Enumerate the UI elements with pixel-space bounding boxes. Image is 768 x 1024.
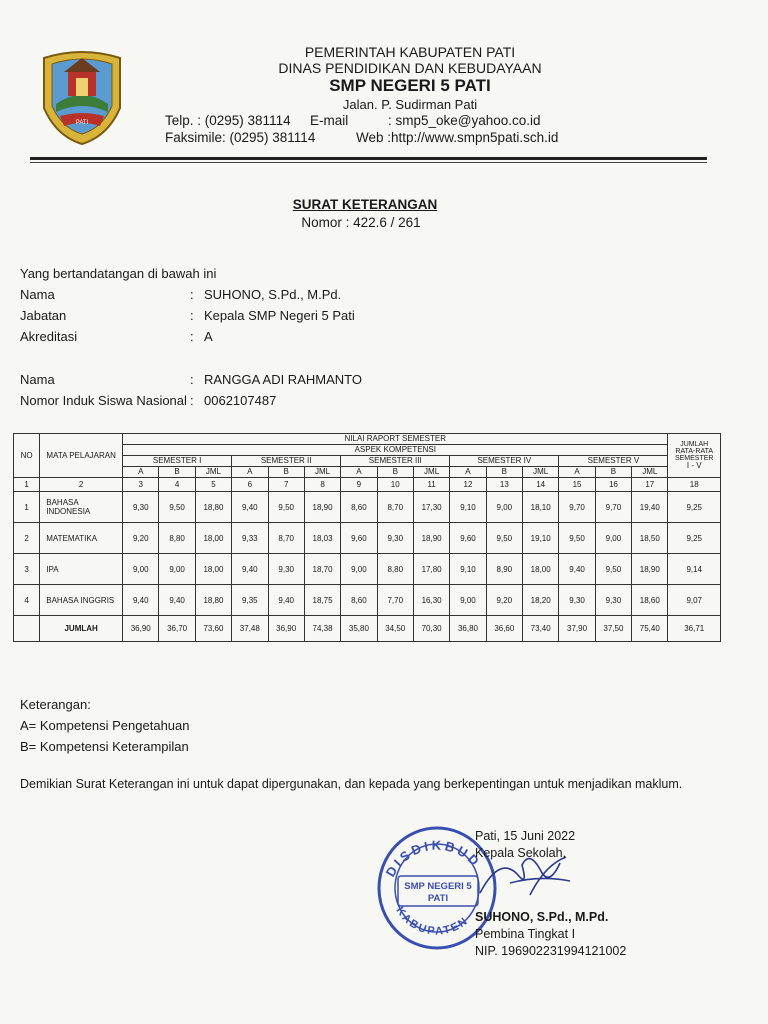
grade-cell: 7,70 (377, 585, 413, 616)
grade-cell: 18,75 (304, 585, 340, 616)
closing-statement: Demikian Surat Keterangan ini untuk dapat dipergunakan, dan kepada yang berkepentingan untuk menjadikan maklum. (20, 777, 683, 791)
note-b: B= Kompetensi Keterampilan (20, 739, 189, 754)
header-no: NO (14, 434, 40, 478)
row-number: 3 (14, 554, 40, 585)
field-position: Jabatan : Kepala SMP Negeri 5 Pati (20, 308, 355, 323)
fax: Faksimile: (0295) 381114 (165, 130, 316, 145)
grades-table (13, 433, 721, 642)
total-cell: 73,60 (195, 616, 231, 642)
header-semester-2: SEMESTER II (232, 456, 341, 467)
signer-rank: Pembina Tingkat I (475, 927, 576, 941)
grade-cell: 9,10 (450, 492, 486, 523)
field-accreditation: Akreditasi : A (20, 329, 213, 344)
letterhead-rule-thick (30, 157, 707, 160)
total-cell: 35,80 (341, 616, 377, 642)
table-row (14, 554, 721, 585)
grade-cell: 9,70 (559, 492, 595, 523)
grade-cell: 18,90 (413, 523, 449, 554)
grade-cell: 9,30 (377, 523, 413, 554)
grade-cell: 18,60 (632, 585, 668, 616)
subject-name: MATEMATIKA (40, 523, 123, 554)
total-cell: 70,30 (413, 616, 449, 642)
grade-cell: 18,00 (195, 554, 231, 585)
letterhead-contact (165, 112, 558, 146)
total-cell: 37,48 (232, 616, 268, 642)
grade-cell: 18,00 (195, 523, 231, 554)
email: : smp5_oke@yahoo.co.id (388, 113, 541, 128)
grade-cell: 9,60 (450, 523, 486, 554)
document-number: Nomor : 422.6 / 261 (301, 215, 421, 230)
grade-cell: 9,00 (341, 554, 377, 585)
total-row (14, 616, 721, 642)
grade-cell: 9,20 (123, 523, 159, 554)
grade-cell: 9,20 (486, 585, 522, 616)
total-cell: 36,70 (159, 616, 195, 642)
header-semester-5: SEMESTER V (559, 456, 668, 467)
grade-cell: 18,80 (195, 585, 231, 616)
table-row (14, 523, 721, 554)
grade-cell: 9,50 (595, 554, 631, 585)
grade-cell: 9,00 (595, 523, 631, 554)
grade-cell: 9,50 (486, 523, 522, 554)
letterhead-rule-thin (30, 162, 707, 163)
grade-cell: 9,33 (232, 523, 268, 554)
subject-name: BAHASA INDONESIA (40, 492, 123, 523)
place-date: Pati, 15 Juni 2022 (475, 829, 576, 843)
kabupaten-pati-logo-icon (38, 46, 126, 146)
grade-cell: 9,00 (159, 554, 195, 585)
header-semester-3: SEMESTER III (341, 456, 450, 467)
grade-cell: 9,40 (123, 585, 159, 616)
intro-text: Yang bertandatangan di bawah ini (20, 266, 217, 281)
grade-cell: 9,30 (595, 585, 631, 616)
school-address: Jalan. P. Sudirman Pati (342, 97, 478, 112)
note-a: A= Kompetensi Pengetahuan (20, 718, 190, 733)
row-number: 2 (14, 523, 40, 554)
header-semester-1: SEMESTER I (123, 456, 232, 467)
grade-cell: 9,00 (486, 492, 522, 523)
header-average: JUMLAH RATA-RATA SEMESTER I - V (668, 434, 721, 478)
school-name: SMP NEGERI 5 PATI (329, 76, 491, 95)
field-nisn: Nomor Induk Siswa Nasional : 0062107487 (20, 393, 277, 408)
grade-cell: 9,10 (450, 554, 486, 585)
svg-text:PATI: PATI (75, 120, 89, 126)
header-semester-4: SEMESTER IV (450, 456, 559, 467)
grade-cell: 9,00 (450, 585, 486, 616)
header-subject: MATA PELAJARAN (40, 434, 123, 478)
grade-cell: 9,70 (595, 492, 631, 523)
grade-cell: 9,60 (341, 523, 377, 554)
header-sub-row: A B JML A B JML A B JML A B JML A B JML (14, 467, 721, 478)
grade-cell: 9,25 (668, 492, 721, 523)
grade-cell: 19,10 (523, 523, 559, 554)
total-label: JUMLAH (40, 616, 123, 642)
grade-cell: 18,20 (523, 585, 559, 616)
grade-cell: 18,10 (523, 492, 559, 523)
total-cell: 36,90 (123, 616, 159, 642)
total-cell: 75,40 (632, 616, 668, 642)
grade-cell: 9,30 (123, 492, 159, 523)
letterhead-line2: DINAS PENDIDIKAN DAN KEBUDAYAAN (278, 60, 542, 76)
grade-cell: 9,00 (123, 554, 159, 585)
total-cell: 36,71 (668, 616, 721, 642)
header-competency: ASPEK KOMPETENSI (123, 445, 668, 456)
grade-cell: 9,40 (159, 585, 195, 616)
email-label: E-mail (310, 113, 349, 128)
grade-cell: 18,70 (304, 554, 340, 585)
signer-position: Kepala Sekolah, (475, 846, 567, 860)
row-number: 4 (14, 585, 40, 616)
grade-cell: 9,40 (559, 554, 595, 585)
grade-cell: 8,70 (268, 523, 304, 554)
total-cell: 34,50 (377, 616, 413, 642)
field-student-name: Nama : RANGGA ADI RAHMANTO (20, 372, 362, 387)
grade-cell: 19,40 (632, 492, 668, 523)
grade-cell: 18,03 (304, 523, 340, 554)
grade-cell: 8,60 (341, 492, 377, 523)
grade-cell: 9,40 (232, 492, 268, 523)
row-number: 1 (14, 492, 40, 523)
grade-cell: 9,30 (559, 585, 595, 616)
grade-cell: 8,80 (159, 523, 195, 554)
grade-cell: 16,30 (413, 585, 449, 616)
grade-cell: 17,30 (413, 492, 449, 523)
signer-nip: NIP. 196902231994121002 (475, 944, 627, 958)
website: Web :http://www.smpn5pati.sch.id (356, 130, 559, 145)
notes-heading: Keterangan: (20, 697, 91, 712)
subject-name: BAHASA INGGRIS (40, 585, 123, 616)
grade-cell: 18,00 (523, 554, 559, 585)
subject-name: IPA (40, 554, 123, 585)
grade-cell: 8,60 (341, 585, 377, 616)
svg-text:KABUPATEN: KABUPATEN (393, 904, 472, 938)
grade-cell: 9,50 (559, 523, 595, 554)
letterhead (140, 44, 680, 113)
grade-cell: 9,25 (668, 523, 721, 554)
grade-cell: 9,50 (159, 492, 195, 523)
total-cell: 74,38 (304, 616, 340, 642)
header-report-grades: NILAI RAPORT SEMESTER (123, 434, 668, 445)
table-row (14, 492, 721, 523)
grade-cell: 18,90 (632, 554, 668, 585)
document-title: SURAT KETERANGAN (292, 197, 438, 212)
grade-cell: 9,30 (268, 554, 304, 585)
total-cell: 36,60 (486, 616, 522, 642)
telephone: Telp. : (0295) 381114 (165, 113, 291, 128)
svg-text:SMP NEGERI 5: SMP NEGERI 5 (404, 881, 472, 892)
table-row (14, 585, 721, 616)
signer-name: SUHONO, S.Pd., M.Pd. (475, 910, 609, 924)
grade-cell: 8,80 (377, 554, 413, 585)
total-cell: 73,40 (523, 616, 559, 642)
total-cell: 37,50 (595, 616, 631, 642)
grade-cell: 17,80 (413, 554, 449, 585)
grade-cell: 18,90 (304, 492, 340, 523)
column-number-row: 1 2 3 4 5 6 7 8 9 10 11 12 13 14 15 16 17 18 (14, 478, 721, 492)
field-signer-name: Nama : SUHONO, S.Pd., M.Pd. (20, 287, 342, 302)
svg-text:PATI: PATI (427, 893, 449, 904)
letterhead-line1: PEMERINTAH KABUPATEN PATI (304, 44, 516, 60)
svg-text:DISDIKBUD: DISDIKBUD (382, 837, 485, 880)
total-cell: 37,90 (559, 616, 595, 642)
grade-cell: 9,07 (668, 585, 721, 616)
grade-cell: 9,40 (268, 585, 304, 616)
grade-cell: 9,40 (232, 554, 268, 585)
total-cell: 36,80 (450, 616, 486, 642)
grade-rows (14, 492, 721, 616)
grade-cell: 9,14 (668, 554, 721, 585)
grade-cell: 9,35 (232, 585, 268, 616)
grade-cell: 9,50 (268, 492, 304, 523)
grade-cell: 18,80 (195, 492, 231, 523)
grade-cell: 18,50 (632, 523, 668, 554)
grade-cell: 8,70 (377, 492, 413, 523)
total-cell: 36,90 (268, 616, 304, 642)
grade-cell: 8,90 (486, 554, 522, 585)
